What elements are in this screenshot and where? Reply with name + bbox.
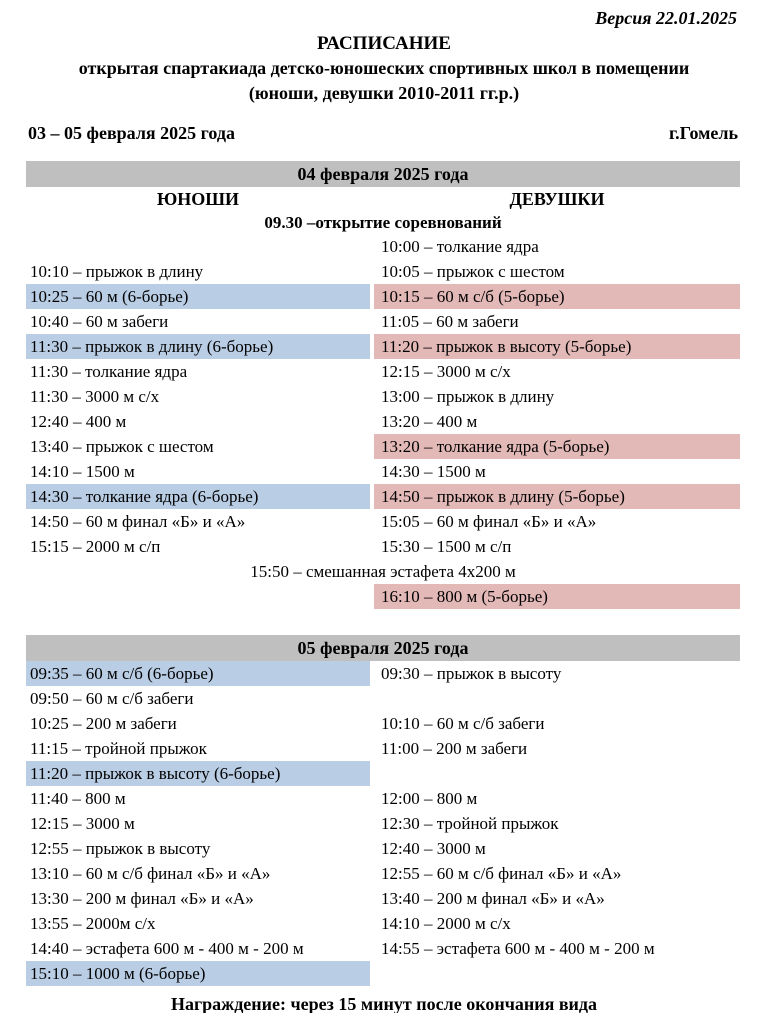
schedule-row [26,761,740,786]
schedule-cell-girls: 10:00 – толкание ядра [381,237,539,256]
date-range: 03 – 05 февраля 2025 года [28,123,235,143]
day-header: 04 февраля 2025 года [26,161,740,187]
schedule-cell-boys [26,584,370,609]
subtitle-line-1: открытая спартакиада детско-юношеских спортивных школ в помещении [78,58,690,78]
schedule-cell-boys: 09:50 – 60 м с/б забеги [30,689,194,708]
schedule-cell-boys: 09:35 – 60 м с/б (6-борье) [26,661,370,686]
schedule-cell-girls: 12:00 – 800 м [381,789,478,808]
schedule-row [26,459,740,484]
page-title: РАСПИСАНИЕ [317,33,451,54]
schedule-row [26,234,740,259]
schedule-cell-girls: 12:30 – тройной прыжок [381,814,559,833]
schedule-cell-boys: 12:55 – прыжок в высоту [30,839,211,858]
schedule-cell-girls: 14:55 – эстафета 600 м - 400 м - 200 м [381,939,655,958]
schedule-cell-boys: 14:50 – 60 м финал «Б» и «А» [30,512,246,531]
schedule-cell-girls: 13:00 – прыжок в длину [381,387,555,406]
schedule-cell-boys: 14:10 – 1500 м [30,462,135,481]
day-header: 05 февраля 2025 года [26,635,740,661]
schedule-row [26,409,740,434]
schedule-cell-girls: 13:20 – толкание ядра (5-борье) [374,434,740,459]
schedule-cell-girls: 13:20 – 400 м [381,412,478,431]
opening-line: 09.30 –открытие соревнований [264,213,502,232]
schedule-cell-girls: 12:40 – 3000 м [381,839,486,858]
column-header-boys: ЮНОШИ [156,189,240,209]
schedule-cell-girls: 10:05 – прыжок с шестом [381,262,565,281]
schedule-cell-boys [26,234,370,259]
schedule-row [26,861,740,886]
schedule-row [26,661,740,686]
schedule-cell-boys: 15:15 – 2000 м с/п [30,537,161,556]
schedule-row [26,259,740,284]
city-label: г.Гомель [668,123,738,143]
schedule-cell-boys: 11:30 – толкание ядра [30,362,188,381]
date-city-line [28,121,738,145]
schedule-cell-girls [374,686,740,711]
schedule-row [26,584,740,609]
schedule-sections [26,161,740,986]
schedule-cell-girls: 12:15 – 3000 м с/х [381,362,511,381]
schedule-cell-boys: 10:10 – прыжок в длину [30,262,204,281]
day-section [26,161,740,609]
schedule-cell-girls: 10:15 – 60 м с/б (5-борье) [374,284,740,309]
schedule-row [26,484,740,509]
schedule-cell-boys: 14:30 – толкание ядра (6-борье) [26,484,370,509]
schedule-cell-boys: 11:30 – 3000 м с/х [30,387,160,406]
schedule-row [26,836,740,861]
schedule-cell-girls: 11:00 – 200 м забеги [381,739,528,758]
schedule-cell-girls: 14:10 – 2000 м с/х [381,914,511,933]
schedule-row [26,284,740,309]
schedule-cell-girls: 09:30 – прыжок в высоту [381,664,562,683]
schedule-row [26,534,740,559]
schedule-cell-girls: 13:40 – 200 м финал «Б» и «А» [381,889,605,908]
schedule-cell-girls: 15:05 – 60 м финал «Б» и «А» [381,512,597,531]
schedule-cell-boys: 11:30 – прыжок в длину (6-борье) [26,334,370,359]
schedule-row [26,911,740,936]
schedule-cell-boys: 10:25 – 200 м забеги [30,714,177,733]
schedule-cell-girls: 11:20 – прыжок в высоту (5-борье) [374,334,740,359]
schedule-cell-girls: 14:50 – прыжок в длину (5-борье) [374,484,740,509]
schedule-row [26,886,740,911]
column-header-girls: ДЕВУШКИ [509,189,605,209]
schedule-cell-boys: 12:40 – 400 м [30,412,127,431]
schedule-cell-girls: 16:10 – 800 м (5-борье) [374,584,740,609]
schedule-row [26,936,740,961]
schedule-row [26,786,740,811]
schedule-cell-boys: 12:15 – 3000 м [30,814,135,833]
schedule-row [26,384,740,409]
schedule-row [26,359,740,384]
version-label: Версия 22.01.2025 [595,8,737,28]
schedule-cell-girls [374,961,740,986]
column-headers [26,187,740,212]
schedule-row [26,811,740,836]
schedule-cell-boys: 13:30 – 200 м финал «Б» и «А» [30,889,254,908]
schedule-cell-boys: 11:15 – тройной прыжок [30,739,207,758]
schedule-row [26,334,740,359]
schedule-row [26,711,740,736]
schedule-cell-boys: 13:55 – 2000м с/х [30,914,156,933]
schedule-cell-boys: 13:40 – прыжок с шестом [30,437,214,456]
schedule-cell-boys: 10:40 – 60 м забеги [30,312,169,331]
schedule-cell-girls [374,761,740,786]
schedule-cell-boys: 11:20 – прыжок в высоту (6-борье) [26,761,370,786]
schedule-cell-boys: 13:10 – 60 м с/б финал «Б» и «А» [30,864,271,883]
schedule-row [26,309,740,334]
schedule-cell-boys: 15:10 – 1000 м (6-борье) [26,961,370,986]
subtitle-line-2: (юноши, девушки 2010-2011 гг.р.) [248,83,520,103]
schedule-row [26,686,740,711]
schedule-row [26,961,740,986]
schedule-cell-girls: 12:55 – 60 м с/б финал «Б» и «А» [381,864,622,883]
schedule-cell-girls: 11:05 – 60 м забеги [381,312,519,331]
schedule-cell-girls: 10:10 – 60 м с/б забеги [381,714,545,733]
schedule-row [26,736,740,761]
day-section [26,635,740,986]
schedule-cell-girls: 14:30 – 1500 м [381,462,486,481]
schedule-row [26,434,740,459]
schedule-cell-boys: 11:40 – 800 м [30,789,126,808]
schedule-cell-boys: 14:40 – эстафета 600 м - 400 м - 200 м [30,939,304,958]
relay-center-line: 15:50 – смешанная эстафета 4х200 м [250,562,516,581]
footer-note: Награждение: через 15 минут после окончания вида [170,994,598,1013]
schedule-cell-girls: 15:30 – 1500 м с/п [381,537,512,556]
schedule-cell-boys: 10:25 – 60 м (6-борье) [26,284,370,309]
schedule-row [26,509,740,534]
